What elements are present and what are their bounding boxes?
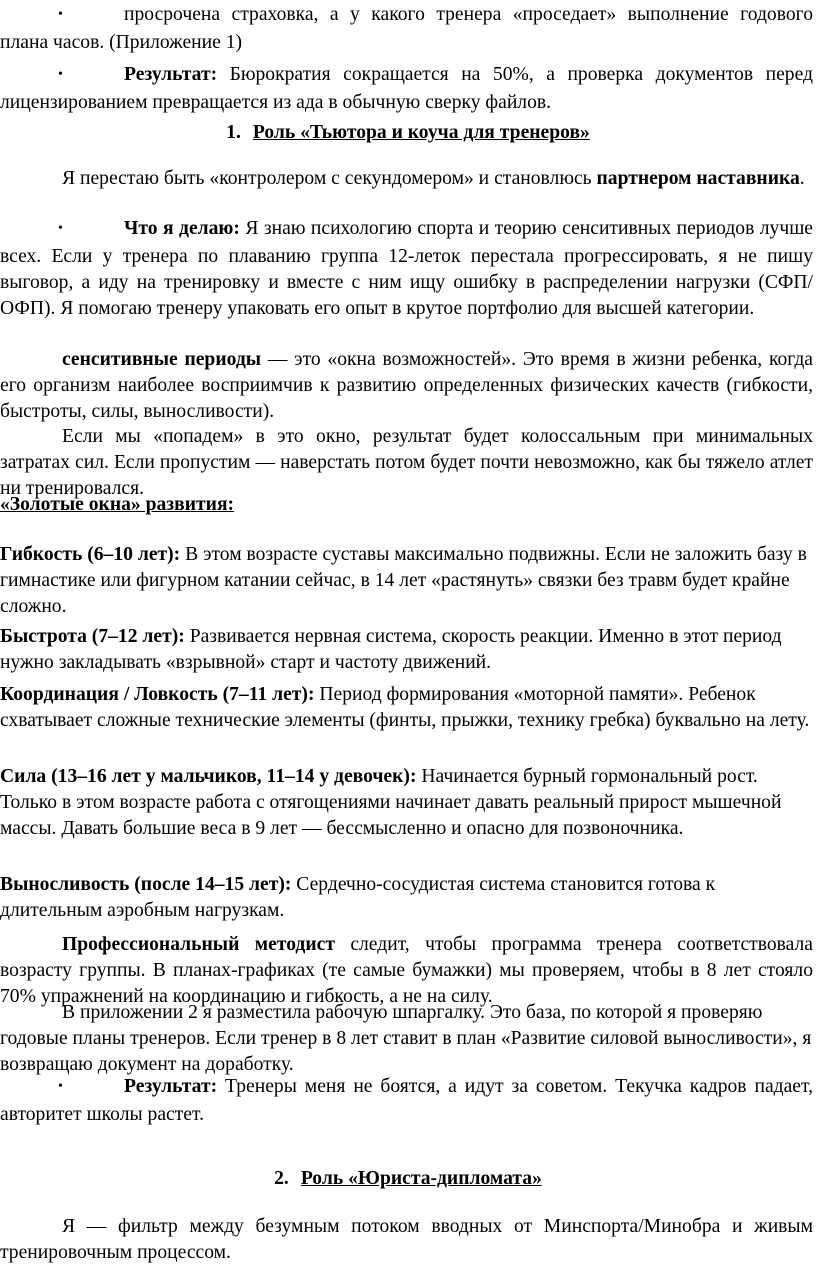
paragraph-text: Если мы «попадем» в это окно, результат будет колоссальным при минимальных затратах сил. Если пропустим — наверстать потом будет почти невозможно, как бы тяжело атлет ни тренировался. xyxy=(0,426,813,499)
window-endurance xyxy=(0,872,813,924)
window-text: Начинается бурный гормональный рост. Только в этом возрасте работа с отягощениями начинает давать реальный прирост мышечной массы. Давать большие веса в 9 лет — бессмысленно и опасно для позвоночника. xyxy=(0,766,782,839)
paragraph-text: Я — фильтр между безумным потоком вводных от Минспорта/Минобра и живым тренировочным процессом. xyxy=(0,1216,813,1263)
bullet-paragraph-what-i-do xyxy=(0,216,813,322)
heading-title: Роль «Юриста-дипломата» xyxy=(300,1168,542,1189)
heading-number: 2. xyxy=(274,1168,289,1189)
bullet-paragraph-overdue xyxy=(0,2,813,56)
heading-title: Роль «Тьютора и коуча для тренеров» xyxy=(252,122,590,143)
paragraph-partner xyxy=(0,166,813,192)
paragraph-text: следит, чтобы программа тренера соответствовала возрасту группы. В планах-графиках (те самые бумажки) мы проверяем, чтобы в 8 лет стояло 70% упражнений на координацию и гибкость, а не на силу. xyxy=(0,934,813,1007)
window-text: В этом возрасте суставы максимально подвижны. Если не заложить базу в гимнастике или фигурном катании сейчас, в 14 лет «растянуть» связки без травм будет крайне сложно. xyxy=(0,544,807,617)
paragraph-appendix-2 xyxy=(0,1000,813,1078)
result-label: Результат: xyxy=(124,1076,218,1097)
paragraph-methodist xyxy=(0,932,813,1010)
window-label: Сила (13–16 лет у мальчиков, 11–14 у девочек): xyxy=(0,766,417,787)
window-strength xyxy=(0,764,813,842)
paragraph-text: Я знаю психологию спорта и теорию сенситивных периодов лучше всех. Если у тренера по плаванию группа 12-леток перестала прогрессировать, я не пишу выговор, а иду на тренировку и вместе с ним ищу ошибку в распределении нагрузки (СФП/ОФП). Я помогаю тренеру упаковать его опыт в крутое портфолио для высшей категории. xyxy=(0,218,813,319)
window-speed xyxy=(0,624,813,676)
bullet-icon xyxy=(0,1074,124,1102)
window-label: Координация / Ловкость (7–11 лет): xyxy=(0,684,315,705)
paragraph-text: Я перестаю быть «контролером с секундомером» и становлюсь xyxy=(62,168,597,189)
paragraph-window-hit xyxy=(0,424,813,502)
result-label: Результат: xyxy=(124,64,218,85)
paragraph-text: — это «окна возможностей». Это время в жизни ребенка, когда его организм наиболее восприимчив к развитию определенных физических качеств (гибкости, быстроты, силы, выносливости). xyxy=(0,349,813,422)
bold-phrase: партнером наставника xyxy=(596,168,800,189)
window-text: Период формирования «моторной памяти». Ребенок схватывает сложные технические элементы (финты, прыжки, технику гребка) буквально на лету. xyxy=(0,684,810,731)
window-label: Гибкость (6–10 лет): xyxy=(0,544,181,565)
golden-windows-title: «Золотые окна» развития: xyxy=(0,494,235,515)
bullet-icon xyxy=(0,2,124,30)
paragraph-text: Тренеры меня не боятся, а идут за советом. Текучка кадров падает, авторитет школы растет. xyxy=(0,1076,813,1125)
what-i-do-label: Что я делаю: xyxy=(124,218,240,239)
bullet-paragraph-result-1 xyxy=(0,62,813,116)
section-heading-tutor xyxy=(0,120,816,146)
bullet-icon xyxy=(0,216,124,244)
window-text: Развивается нервная система, скорость реакции. Именно в этот период нужно закладывать «взрывной» старт и частоту движений. xyxy=(0,626,782,673)
paragraph-text: В приложении 2 я разместила рабочую шпаргалку. Это база, по которой я проверяю годовые планы тренеров. Если тренер в 8 лет ставит в план «Развитие силовой выносливости», я возвращаю документ на доработку. xyxy=(0,1002,812,1075)
punctuation: . xyxy=(799,168,805,189)
heading-number: 1. xyxy=(226,122,241,143)
section-heading-lawyer xyxy=(0,1166,816,1192)
window-label: Выносливость (после 14–15 лет): xyxy=(0,874,292,895)
paragraph-sensitive-periods xyxy=(0,347,813,425)
window-text: Сердечно-сосудистая система становится готова к длительным аэробным нагрузкам. xyxy=(0,874,716,921)
window-flexibility xyxy=(0,542,813,620)
paragraph-text: просрочена страховка, а у какого тренера «проседает» выполнение годового плана часов. (Приложение 1) xyxy=(0,4,813,53)
paragraph-filter xyxy=(0,1214,813,1266)
bullet-paragraph-result-2 xyxy=(0,1074,813,1128)
window-label: Быстрота (7–12 лет): xyxy=(0,626,185,647)
paragraph-text: Бюрократия сокращается на 50%, а проверка документов перед лицензированием превращается из ада в обычную сверку файлов. xyxy=(0,64,813,113)
term-label: сенситивные периоды xyxy=(62,349,262,370)
window-coordination xyxy=(0,682,813,734)
bullet-icon xyxy=(0,62,124,90)
methodist-label: Профессиональный методист xyxy=(62,934,335,955)
